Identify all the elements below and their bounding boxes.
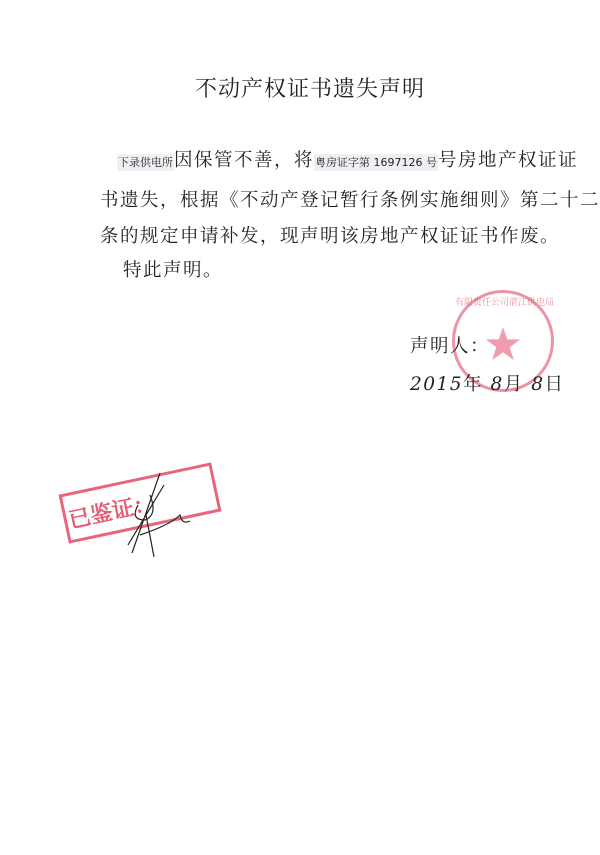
closing-text: 特此声明。	[123, 260, 224, 281]
handwritten-signature	[120, 465, 200, 560]
verification-stamp-text: 已鉴证：	[66, 491, 159, 534]
year-label: 年	[463, 374, 484, 395]
star-icon	[485, 327, 521, 361]
month-handwritten: 8	[490, 374, 504, 395]
date	[410, 370, 564, 396]
text: 因保管不善，将	[174, 150, 315, 171]
year-handwritten: 2015	[410, 374, 464, 395]
day-handwritten: 8	[531, 374, 545, 395]
office-name: 下录供电所	[118, 156, 173, 169]
body-line-3: 条的规定申请补发，现声明该房地产权证证书作废。	[100, 226, 561, 247]
body-line-1	[117, 146, 578, 172]
month-label: 月	[503, 374, 524, 395]
body-line-2: 书遗失，根据《不动产登记暂行条例实施细则》第二十二	[100, 190, 600, 211]
seal-text: 有限责任公司湛江供电局	[455, 298, 555, 308]
declarant-label: 声明人：	[410, 336, 491, 357]
certificate-number: 粤房证字第 1697126 号	[315, 156, 437, 169]
day-label: 日	[544, 374, 565, 395]
document-title: 不动产权证书遗失声明	[194, 77, 425, 102]
text: 号房地产权证证	[438, 150, 579, 171]
